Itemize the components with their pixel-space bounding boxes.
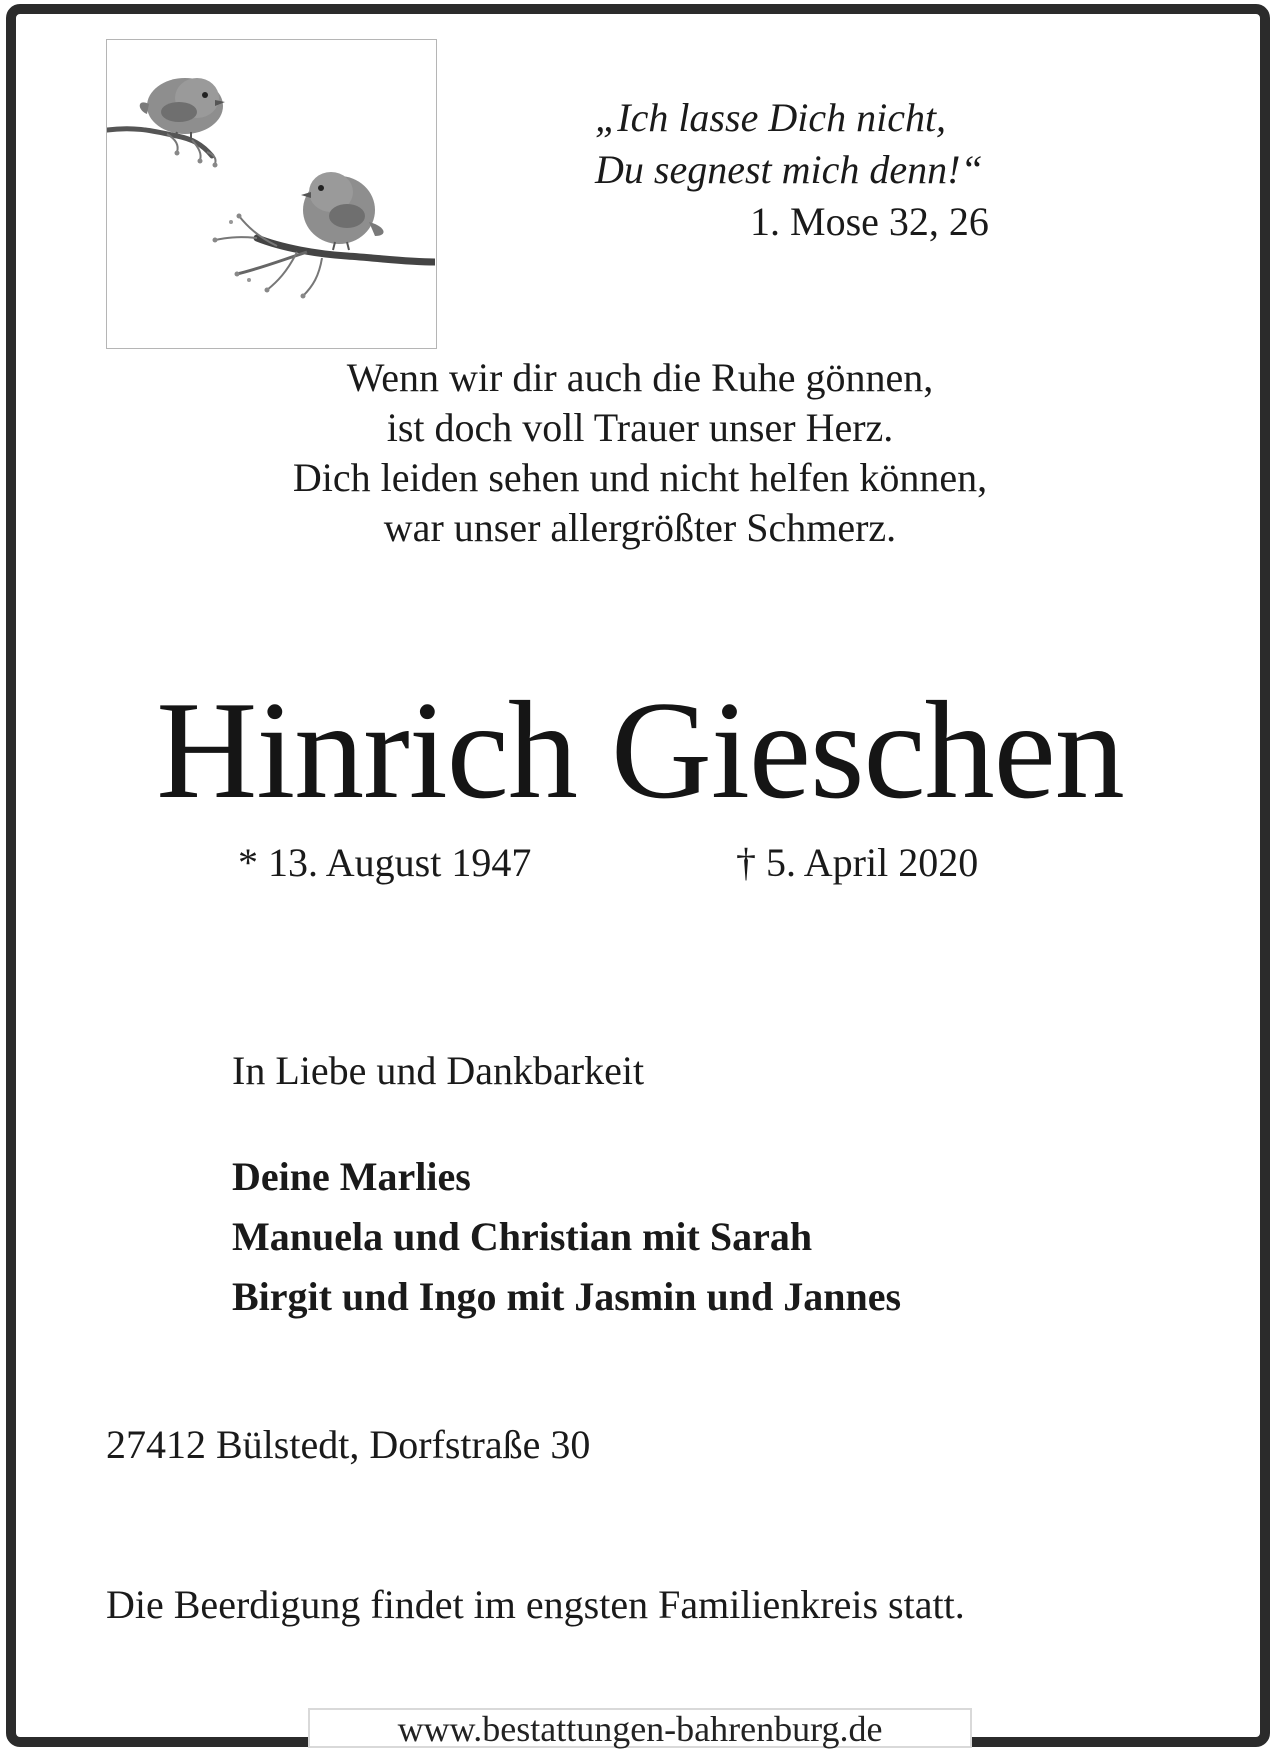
funeral-note: Die Beerdigung findet im engsten Familienkreis statt.	[106, 1582, 965, 1627]
bible-verse	[560, 92, 1120, 248]
verse-line: Du segnest mich denn!“	[595, 147, 983, 192]
poem-line: war unser allergrößter Schmerz.	[383, 505, 897, 550]
poem	[0, 353, 1280, 553]
birth-date: * 13. August 1947	[238, 840, 532, 885]
mourner: Manuela und Christian mit Sarah	[232, 1214, 813, 1259]
deceased-name: Hinrich Gieschen	[156, 673, 1124, 828]
verse-line: „Ich lasse Dich nicht,	[595, 95, 947, 140]
birds-on-branches-icon	[107, 40, 435, 347]
poem-line: Dich leiden sehen und nicht helfen können,	[292, 455, 988, 500]
address: 27412 Bülstedt, Dorfstraße 30	[106, 1422, 591, 1467]
verse-reference: 1. Mose 32, 26	[750, 199, 989, 244]
birds-illustration	[106, 39, 437, 349]
mourner: Birgit und Ingo mit Jasmin und Jannes	[232, 1274, 902, 1319]
poem-line: ist doch voll Trauer unser Herz.	[386, 405, 894, 450]
mourners-list	[232, 1147, 901, 1327]
dedication: In Liebe und Dankbarkeit	[232, 1048, 645, 1093]
poem-line: Wenn wir dir auch die Ruhe gönnen,	[346, 355, 934, 400]
death-date: † 5. April 2020	[736, 840, 979, 885]
mourner: Deine Marlies	[232, 1154, 471, 1199]
funeral-home-url: www.bestattungen-bahrenburg.de	[308, 1708, 972, 1748]
